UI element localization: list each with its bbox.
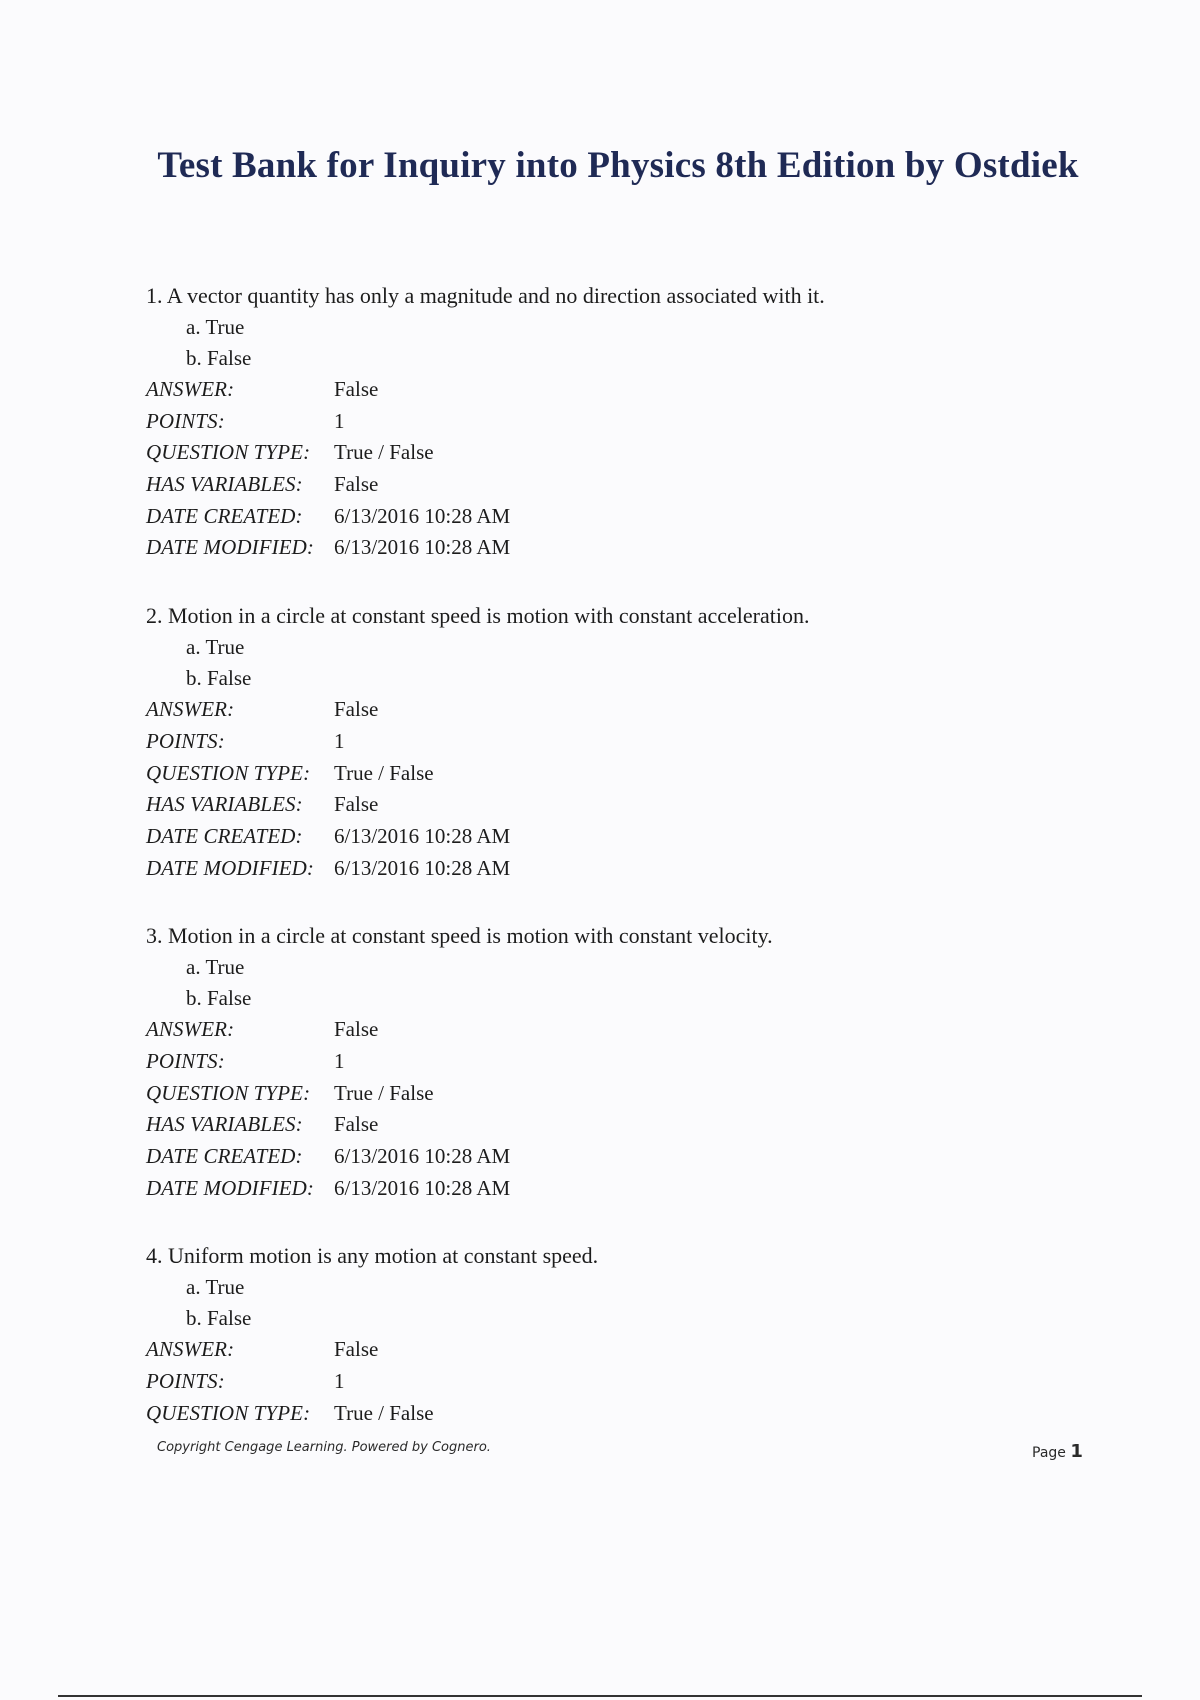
answer-option: a. True: [186, 955, 245, 980]
meta-label: ANSWER:: [146, 697, 235, 722]
meta-label: DATE CREATED:: [146, 1144, 303, 1168]
meta-label: QUESTION TYPE:: [146, 760, 311, 785]
meta-value: 1: [334, 728, 345, 753]
question-item: [146, 920, 1096, 1204]
meta-value: 6/13/2016 10:28 AM: [334, 1144, 511, 1168]
meta-value: True / False: [334, 760, 434, 785]
meta-row-date-modified: [146, 532, 1096, 564]
meta-value: 6/13/2016 10:28 AM: [334, 855, 511, 880]
meta-value: 1: [334, 1369, 345, 1394]
question-stem: 1. A vector quantity has only a magnitude and no direction associated with it.: [146, 283, 825, 308]
answer-option: a. True: [186, 1275, 245, 1300]
meta-label: HAS VARIABLES:: [146, 792, 303, 817]
meta-row-date-modified: [146, 853, 1096, 885]
meta-value: False: [334, 1017, 379, 1042]
meta-label: ANSWER:: [146, 377, 235, 401]
meta-row-points: [146, 1366, 1096, 1398]
meta-label: DATE MODIFIED:: [146, 855, 314, 880]
meta-row-answer: [146, 374, 1096, 406]
meta-row-date-created: [146, 821, 1096, 853]
meta-label: POINTS:: [146, 728, 225, 753]
meta-label: QUESTION TYPE:: [146, 1400, 311, 1425]
meta-row-date-created: [146, 1141, 1096, 1173]
meta-row-has-variables: [146, 789, 1096, 821]
meta-value: 1: [334, 1048, 345, 1073]
meta-row-date-created: [146, 501, 1096, 533]
meta-row-question-type: [146, 1078, 1096, 1110]
meta-value: True / False: [334, 1080, 434, 1105]
meta-row-answer: [146, 694, 1096, 726]
meta-row-points: [146, 726, 1096, 758]
meta-row-question-type: [146, 758, 1096, 790]
question-item: [146, 1240, 1096, 1429]
meta-row-date-modified: [146, 1173, 1096, 1205]
question-stem: 3. Motion in a circle at constant speed is motion with constant velocity.: [146, 923, 773, 949]
meta-label: ANSWER:: [146, 1017, 235, 1042]
meta-value: 6/13/2016 10:28 AM: [334, 823, 511, 848]
meta-value: 6/13/2016 10:28 AM: [334, 1175, 511, 1200]
answer-option: b. False: [186, 1306, 252, 1331]
meta-row-points: [146, 1046, 1096, 1078]
footer-page-label: Page: [1032, 1445, 1066, 1461]
answer-option: a. True: [186, 635, 245, 660]
meta-row-answer: [146, 1334, 1096, 1366]
document-title: Test Bank for Inquiry into Physics 8th Edition by Ostdiek: [157, 145, 1079, 186]
meta-row-has-variables: [146, 469, 1096, 501]
question-list: [146, 280, 1096, 1465]
question-stem: 4. Uniform motion is any motion at constant speed.: [146, 1243, 599, 1269]
meta-value: 6/13/2016 10:28 AM: [334, 535, 511, 560]
meta-label: DATE MODIFIED:: [146, 535, 314, 560]
meta-label: POINTS:: [146, 408, 225, 433]
meta-value: False: [334, 792, 379, 817]
meta-label: ANSWER:: [146, 1337, 235, 1362]
meta-value: False: [334, 1337, 379, 1362]
meta-label: HAS VARIABLES:: [146, 472, 303, 497]
answer-option: b. False: [186, 986, 252, 1011]
meta-value: 1: [334, 408, 345, 433]
question-item: [146, 280, 1096, 564]
meta-row-has-variables: [146, 1109, 1096, 1141]
footer-page-number: 1: [1070, 1441, 1083, 1462]
meta-value: 6/13/2016 10:28 AM: [334, 503, 511, 528]
meta-value: False: [334, 472, 379, 497]
answer-option: b. False: [186, 666, 252, 691]
meta-label: QUESTION TYPE:: [146, 1080, 311, 1105]
meta-label: DATE MODIFIED:: [146, 1175, 314, 1200]
meta-label: POINTS:: [146, 1369, 225, 1394]
footer-copyright: Copyright Cengage Learning. Powered by Cognero.: [157, 1440, 491, 1455]
meta-row-question-type: [146, 1398, 1096, 1430]
meta-value: True / False: [334, 1400, 434, 1425]
meta-label: DATE CREATED:: [146, 823, 303, 848]
meta-row-question-type: [146, 437, 1096, 469]
question-stem: 2. Motion in a circle at constant speed is motion with constant acceleration.: [146, 603, 810, 629]
meta-label: POINTS:: [146, 1048, 225, 1073]
meta-value: False: [334, 377, 379, 401]
meta-row-answer: [146, 1014, 1096, 1046]
meta-value: True / False: [334, 440, 434, 465]
meta-value: False: [334, 697, 379, 722]
answer-option: a. True: [186, 315, 245, 339]
meta-label: HAS VARIABLES:: [146, 1112, 303, 1137]
meta-label: QUESTION TYPE:: [146, 440, 311, 465]
answer-option: b. False: [186, 346, 252, 370]
meta-row-points: [146, 406, 1096, 438]
meta-label: DATE CREATED:: [146, 503, 303, 528]
footer-page-indicator: [1032, 1441, 1083, 1462]
page-divider: [58, 1695, 1142, 1697]
question-item: [146, 600, 1096, 884]
meta-value: False: [334, 1112, 379, 1137]
